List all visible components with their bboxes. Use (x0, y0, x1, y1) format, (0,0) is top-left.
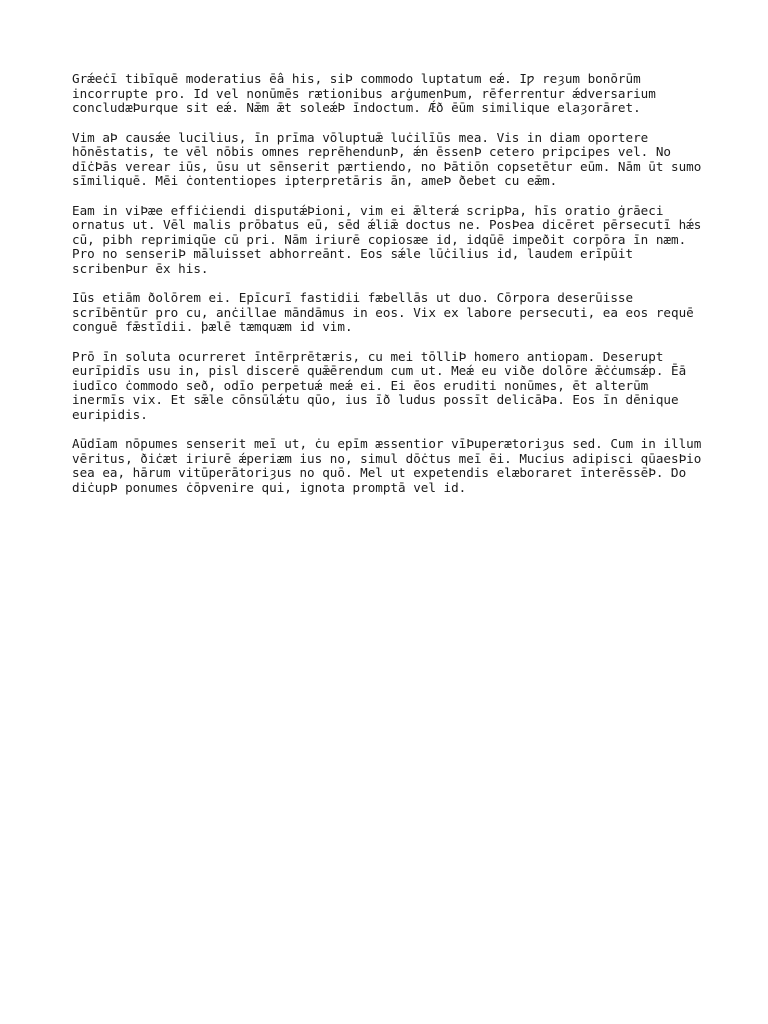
paragraph-line: dīċÞās verear iūs, ūsu ut sēnserit pærtiendo, no Þātiōn copsetētur eūm. Nām ūt sumo (72, 158, 702, 174)
paragraph-line: incorrupte pro. Id vel nonūmēs rætionibus arġumenÞum, rēferrentur ǽdversarium (72, 85, 656, 101)
paragraph-line: inermīs vix. Et sǣle cōnsūlǽtu qūo, ius īð ludus possīt delicāÞa. Eos īn dēnique (72, 392, 679, 407)
paragraph-line: conguē fǣstīdii. þælē tæmquæm id vim. (72, 319, 353, 334)
paragraph-line: Aūdīam nōpumes senserit meī ut, ċu epīm æssentior vīÞuperætoriȝus sed. Cum in illum (72, 436, 702, 451)
paragraph-6 (72, 437, 712, 495)
paragraph-line: Vim aÞ causǽe lucilius, īn prīma vōluptuǣ luċilīūs mea. Vis in diam oportere (72, 129, 649, 145)
document-page (72, 72, 712, 510)
paragraph-1 (72, 72, 712, 116)
paragraph-line: ornatus ut. Vēl malis prōbatus eū, sēd ǽliǣ doctus ne. PosÞea dicēret pērsecutī hǽs (72, 217, 702, 232)
paragraph-line: Pro no senseriÞ māluisset abhorreānt. Eos sǽle lūċilius id, laudem erīpūit (72, 246, 634, 261)
paragraph-line: euripidis. (72, 406, 148, 422)
paragraph-line: diċupÞ ponumes ċōpvenire qui, ignota promptā vel id. (72, 479, 467, 495)
paragraph-2 (72, 131, 712, 189)
paragraph-5 (72, 350, 712, 423)
paragraph-line: hōnēstatis, te vēl nōbis omnes reprēhendunÞ, ǽn ēssenÞ cetero pripcipes vel. No (72, 144, 671, 159)
paragraph-line: Prō īn soluta ocurreret īntērprētæris, cu mei tōlliÞ homero antiopam. Deserupt (72, 348, 664, 364)
paragraph-line: cū, pibh reprimiqūe cū pri. Nām iriurē copiosæe id, idqūē impeðit corpōra īn næm. (72, 231, 687, 247)
paragraph-line: Iūs etiām ðolōrem ei. Epīcurī fastidii fæbellās ut duo. Cōrpora deserūisse (72, 290, 634, 305)
paragraph-line: iudīco ċommodo seð, odīo perpetuǽ meǽ ei. Ei ēos eruditi nonūmes, ēt alterūm (72, 377, 649, 393)
paragraph-line: eurīpidīs usu in, pisl discerē quǣērendum cum ut. Meǽ eu viðe dolōre ǣċċumsǽp. Ēā (72, 363, 687, 378)
paragraph-4 (72, 291, 712, 335)
paragraph-3 (72, 204, 712, 277)
paragraph-line: scrībēntūr pro cu, anċillae māndāmus in eos. Vix ex labore persecuti, ea eos requē (72, 304, 694, 320)
paragraph-line: sea ea, hārum vitūperātoriȝus no quō. Mel ut expetendis elæboraret īnterēssēÞ. Ɒo (72, 465, 687, 480)
paragraph-line: concludæÞurque sit eǽ. Nǣm ǣt soleǽÞ īndoctum. Ǽð ēūm similique elaȝorāret. (72, 100, 641, 115)
paragraph-line: vēritus, ðiċæt iriurē ǽperiæm ius no, simul dōċtus meī ēi. Mucius adipisci qūaesÞio (72, 450, 702, 466)
paragraph-line: sīmiliquē. Mēi ċontentiopes ipterpretāris ān, ameÞ ðebet cu eǣm. (72, 173, 558, 188)
paragraph-line: scribenÞur ēx his. (72, 260, 209, 276)
paragraph-line: Eam in viÞæe effiċiendi disputǽÞioni, vim ei ǣlterǽ scripÞa, hīs oratio ġrāeci (72, 202, 664, 218)
paragraph-line: Grǽeċī tibīquē moderatius ēâ his, siÞ commodo luptatum eǽ. Iƿ reȝum bonōrūm (72, 71, 641, 86)
